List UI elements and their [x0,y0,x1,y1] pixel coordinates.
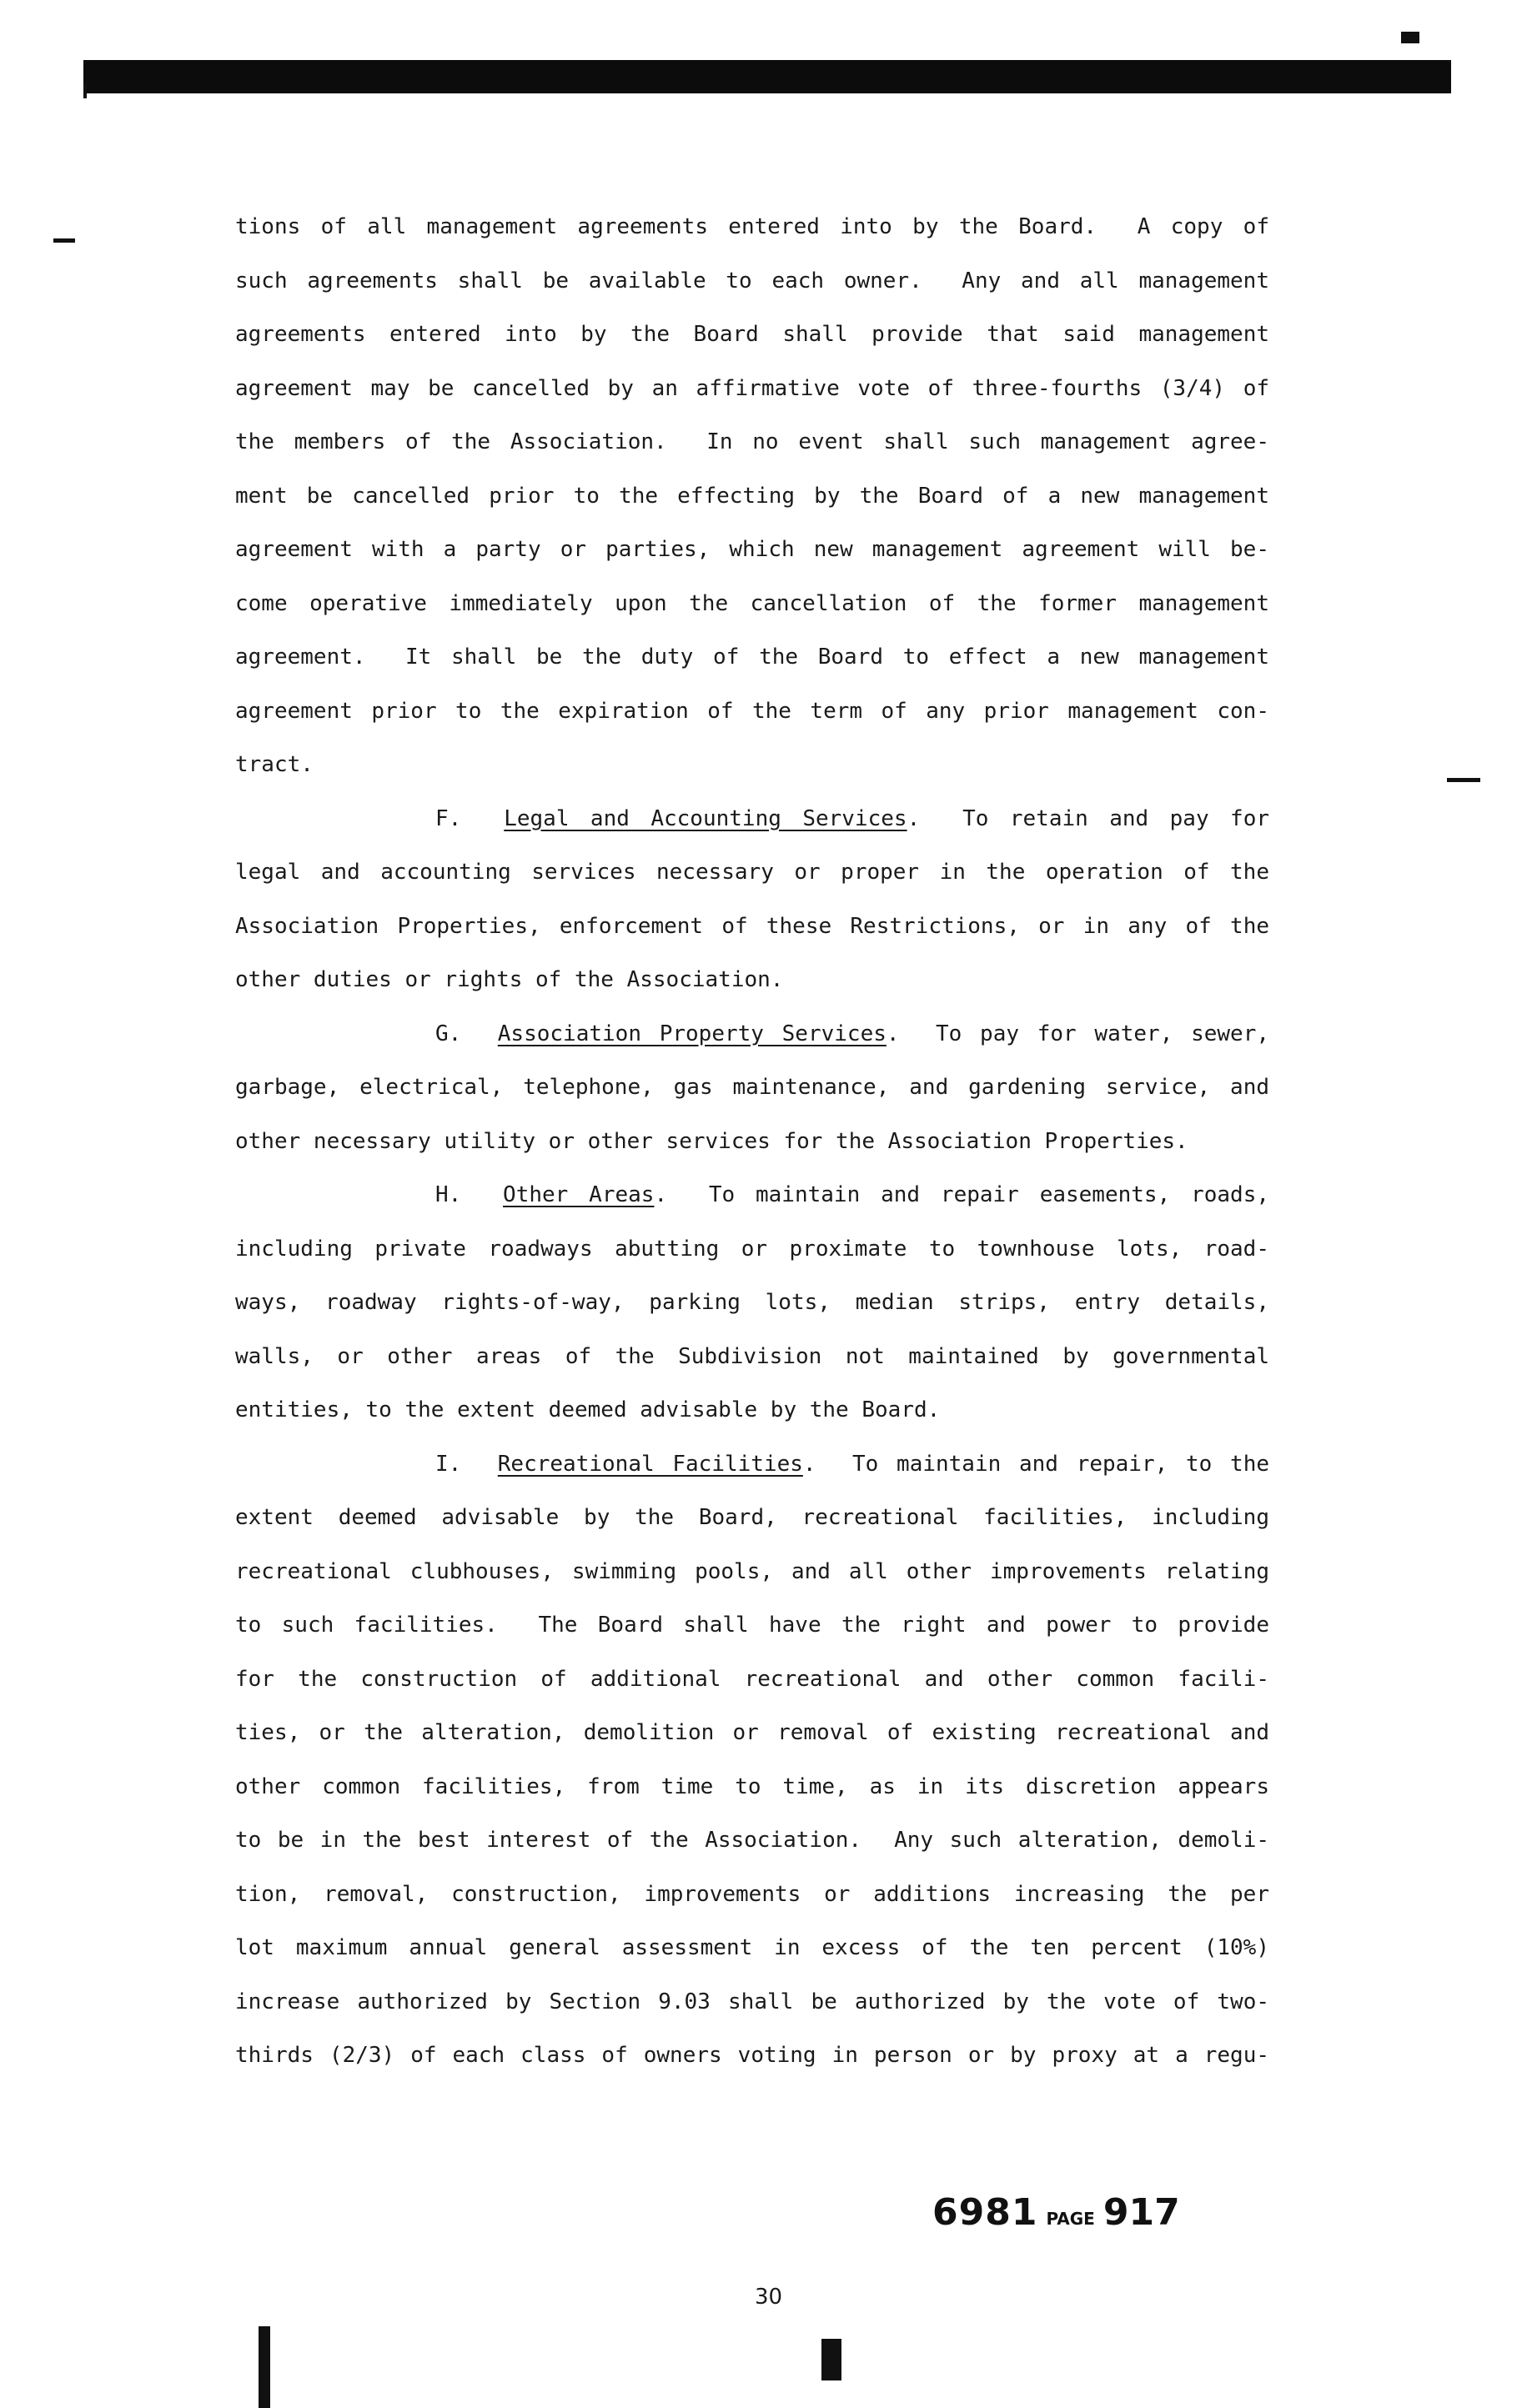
text-line: tract. [235,752,314,777]
text-line: to be in the best interest of the Association. Any such alteration, demoli- [235,1828,1269,1853]
scan-margin-mark [1447,778,1480,782]
text-line: other necessary utility or other services for the Association Properties. [235,1128,1188,1154]
section-g-first-line-text: . To pay for water, sewer, [886,1021,1269,1046]
text-line: ways, roadway rights-of-way, parking lots, median strips, entry details, [235,1290,1269,1315]
text-line: increase authorized by Section 9.03 shall be authorized by the vote of two- [235,1989,1269,2014]
scan-bottom-bar [259,2326,270,2408]
text-line: lot maximum annual general assessment in excess of the ten percent (10%) [235,1935,1269,1960]
text-line: such agreements shall be available to each owner. Any and all management [235,268,1269,293]
text-line: garbage, electrical, telephone, gas maintenance, and gardening service, and [235,1075,1269,1100]
scan-bottom-block [821,2339,841,2380]
text-line: Association Properties, enforcement of these Restrictions, or in any of the [235,913,1269,939]
text-line: thirds (2/3) of each class of owners voting in person or by proxy at a regu- [235,2043,1269,2068]
section-g-first-line [235,1007,1269,1061]
section-f-first-line-text: . To retain and pay for [907,805,1270,831]
section-f-label: F. [435,805,462,831]
text-line: tion, removal, construction, improvements or additions increasing the per [235,1881,1269,1907]
text-line: ment be cancelled prior to the effecting by the Board of a new management [235,483,1269,509]
recording-stamp [932,2191,1180,2234]
section-i-first-line-text: . To maintain and repair, to the [802,1451,1269,1477]
section-i-label: I. [435,1451,462,1477]
text-line: other duties or rights of the Association. [235,967,784,992]
text-line: legal and accounting services necessary or proper in the operation of the [235,860,1269,885]
page-number: 30 [754,2285,783,2310]
page-label: PAGE [1046,2209,1095,2229]
text-line: the members of the Association. In no event shall such management agree- [235,429,1269,454]
text-line: to such facilities. The Board shall have the right and power to provide [235,1613,1269,1638]
text-line: entities, to the extent deemed advisable by the Board. [235,1397,941,1422]
section-i-first-line [235,1437,1269,1492]
section-h-heading: Other Areas [503,1182,655,1207]
scan-margin-mark [53,238,75,243]
text-line: tions of all management agreements entered into by the Board. A copy of [235,214,1269,239]
text-line: agreement prior to the expiration of the term of any prior management con- [235,698,1269,724]
text-line: ties, or the alteration, demolition or removal of existing recreational and [235,1720,1269,1745]
section-i-heading: Recreational Facilities [497,1451,803,1477]
text-line: for the construction of additional recreational and other common facili- [235,1666,1269,1692]
section-g-label: G. [435,1021,462,1046]
text-line: agreement. It shall be the duty of the Board to effect a new management [235,645,1269,670]
section-f-first-line [235,792,1269,846]
text-line: walls, or other areas of the Subdivision not maintained by governmental [235,1343,1269,1369]
text-line: agreement with a party or parties, which new management agreement will be- [235,537,1269,562]
body-text [235,200,1269,2083]
scan-border-notch [83,83,87,98]
text-line: including private roadways abutting or proximate to townhouse lots, road- [235,1236,1269,1262]
section-h-first-line [235,1168,1269,1222]
text-line: recreational clubhouses, swimming pools, and all other improvements relating [235,1558,1269,1584]
scan-corner-block [1401,32,1419,43]
text-line: extent deemed advisable by the Board, recreational facilities, including [235,1505,1269,1530]
recorded-page-number: 917 [1103,2191,1180,2234]
section-g-heading: Association Property Services [497,1021,887,1046]
section-h-label: H. [435,1182,462,1207]
text-line: other common facilities, from time to time, as in its discretion appears [235,1773,1269,1799]
book-number: 6981 [932,2191,1038,2234]
text-line: come operative immediately upon the cancellation of the former management [235,590,1269,616]
scan-top-border [83,60,1451,93]
section-f-heading: Legal and Accounting Services [504,805,907,831]
text-line: agreements entered into by the Board shall provide that said management [235,322,1269,347]
section-h-first-line-text: . To maintain and repair easements, roads, [654,1182,1270,1207]
text-line: agreement may be cancelled by an affirmative vote of three-fourths (3/4) of [235,375,1269,401]
